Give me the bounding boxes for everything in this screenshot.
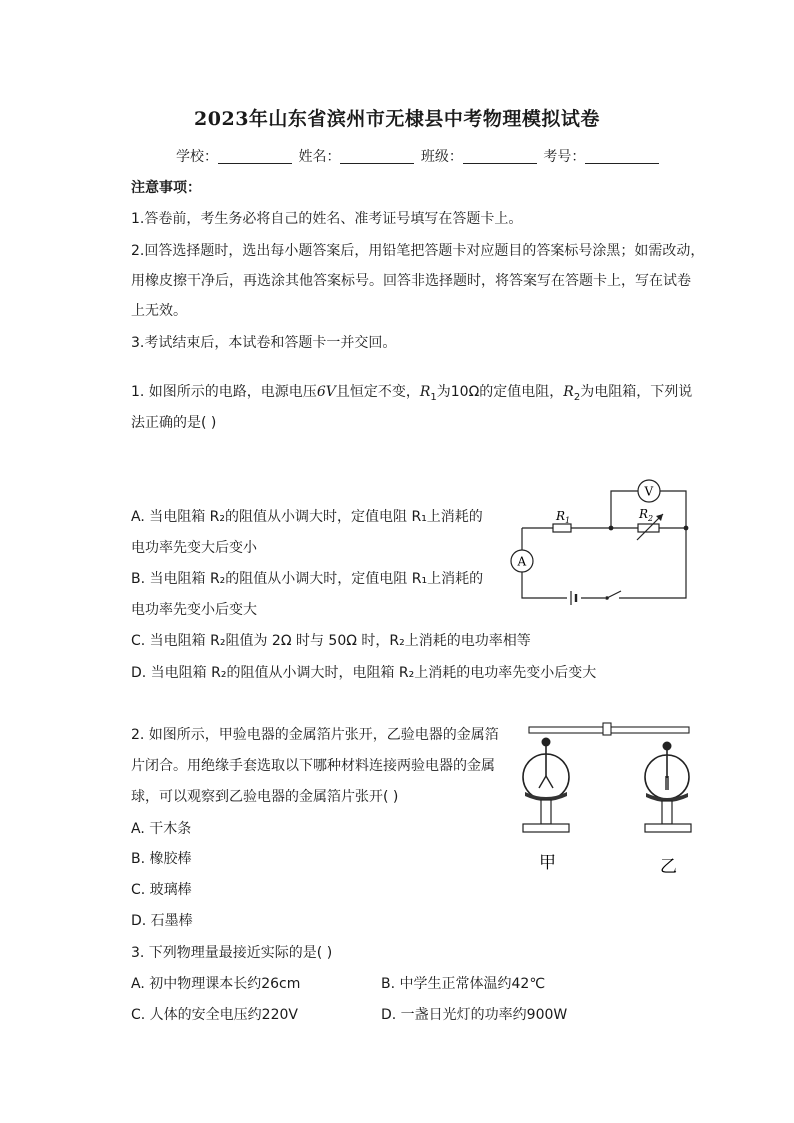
electroscope-left: [523, 738, 569, 833]
q3-option-c: C. 人体的安全电压约220V: [131, 1007, 298, 1023]
q1-stem-text-4: 的定值电阻，: [479, 384, 564, 400]
q1-option-d: D. 当电阻箱 R₂的阻值从小调大时，电阻箱 R₂上消耗的电功率先变小后变大: [131, 665, 597, 681]
student-info-row: [176, 146, 661, 166]
q1-voltage: 6V: [316, 384, 336, 400]
q1-stem-text-5: 为电阻箱，下列说: [580, 384, 693, 400]
ammeter-label: A: [517, 554, 527, 569]
q1-r2-symbol: R: [563, 384, 574, 400]
notice-item-2-cont: 用橡皮擦干净后，再选涂其他答案标号。回答非选择题时，将答案写在答题卡上，写在试卷: [131, 273, 691, 289]
page-title: 2023年山东省滨州市无棣县中考物理模拟试卷: [194, 108, 600, 130]
stand: [645, 824, 691, 832]
q2-stem-line3: 球，可以观察到乙验电器的金属箔片张开( ): [131, 789, 399, 805]
notice-item-3: 3.考试结束后，本试卷和答题卡一并交回。: [131, 335, 397, 351]
q1-r1-symbol: R: [419, 384, 431, 400]
q2-stem-line1: 2. 如图所示，甲验电器的金属箔片张开，乙验电器的金属箔: [131, 727, 499, 743]
q2-option-d: D. 石墨棒: [131, 913, 193, 929]
metal-ball: [663, 742, 672, 751]
school-blank: [218, 149, 292, 164]
q1-option-c: C. 当电阻箱 R₂阻值为 2Ω 时与 50Ω 时，R₂上消耗的电功率相等: [131, 633, 531, 649]
q1-stem-text-2: 且恒定不变，: [335, 384, 420, 400]
class-blank: [463, 149, 537, 164]
number-label: 考号：: [543, 149, 586, 165]
metal-ball: [542, 738, 551, 747]
q1-resistance-value: 10Ω: [450, 384, 480, 400]
junction-dot: [609, 526, 614, 531]
wire: [522, 572, 567, 598]
q1-option-b-cont: 电功率先变小后变大: [131, 602, 257, 618]
q1-option-a: A. 当电阻箱 R₂的阻值从小调大时，定值电阻 R₁上消耗的: [131, 509, 483, 525]
r2-label: $R_2$: [639, 507, 654, 523]
electroscope-figure: [515, 716, 695, 880]
switch-lever: [607, 591, 621, 598]
notice-item-2-end: 上无效。: [131, 303, 187, 319]
voltmeter-label: V: [644, 484, 654, 499]
stand: [523, 824, 569, 832]
q3-option-a: A. 初中物理课本长约26cm: [131, 976, 301, 992]
name-label: 姓名：: [298, 149, 341, 165]
wire: [619, 528, 686, 598]
notice-item-2: 2.回答选择题时，选出每小题答案后，用铅笔把答题卡对应题目的答案标号涂黑；如需改动，: [131, 243, 705, 259]
q1-option-b: B. 当电阻箱 R₂的阻值从小调大时，定值电阻 R₁上消耗的: [131, 571, 484, 587]
q2-stem-line2: 片闭合。用绝缘手套选取以下哪种材料连接两验电器的金属: [131, 758, 495, 774]
notice-item-1: 1.答卷前，考生务必将自己的姓名、准考证号填写在答题卡上。: [131, 211, 523, 227]
q1-stem-text: 1. 如图所示的电路，电源电压: [131, 384, 317, 400]
q2-option-b: B. 橡胶棒: [131, 851, 192, 867]
q1-stem-text-3: 为: [436, 384, 451, 400]
circuit-diagram: [505, 478, 695, 608]
q3-option-b: B. 中学生正常体温约42℃: [381, 976, 546, 992]
q1-r1-sub: 1: [430, 391, 437, 403]
resistor-r1: [553, 524, 571, 532]
q2-option-c: C. 玻璃棒: [131, 882, 192, 898]
q2-option-a: A. 干木条: [131, 821, 192, 837]
q1-r2-sub: 2: [573, 391, 581, 403]
q1-option-a-cont: 电功率先变大后变小: [131, 540, 257, 556]
r1-label: $R_1$: [556, 509, 571, 525]
q1-stem-line2: 法正确的是( ): [131, 415, 217, 431]
number-blank: [585, 149, 659, 164]
label-yi: 乙: [660, 857, 677, 877]
rod-clip: [603, 723, 611, 735]
notice-heading: 注意事项：: [131, 180, 201, 196]
junction-dot: [684, 526, 689, 531]
wire: [660, 491, 686, 528]
school-label: 学校：: [176, 149, 218, 165]
q3-stem: 3. 下列物理量最接近实际的是( ): [131, 945, 333, 961]
wire: [611, 491, 638, 528]
label-jia: 甲: [539, 853, 556, 873]
q1-stem-line1: [131, 381, 692, 403]
class-label: 班级：: [420, 149, 463, 165]
name-blank: [340, 149, 414, 164]
q3-option-d: D. 一盏日光灯的功率约900W: [381, 1007, 568, 1023]
electroscope-right: [645, 742, 691, 833]
